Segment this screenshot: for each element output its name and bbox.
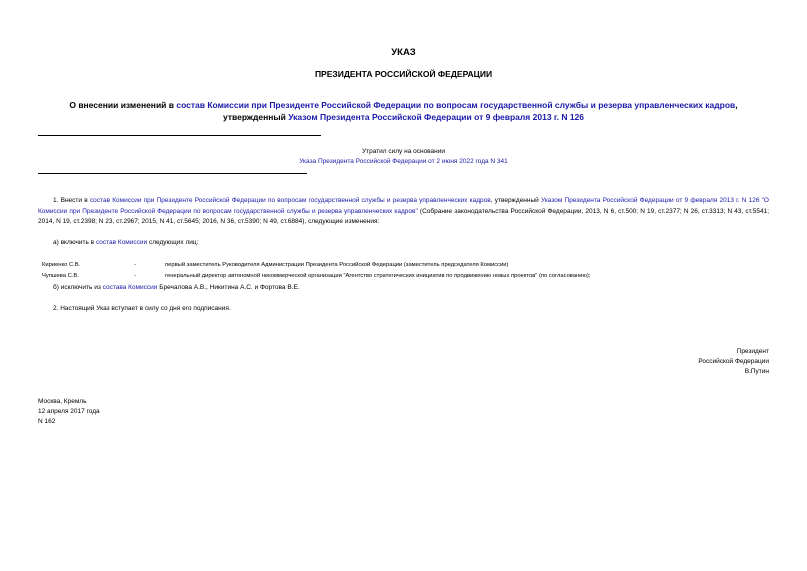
member-role: генеральный директор автономной некоммерческой организации "Агентство стратегических инициатив по продвижению новых проектов" (по согласованию); <box>165 273 591 279</box>
para1-commission-link[interactable]: состав Комиссии при Президенте Российской Федерации по вопросам государственной службы и резерва управленческих кадров <box>89 197 491 204</box>
place-date-block <box>38 397 100 427</box>
member-dash: - <box>134 262 136 268</box>
repeal-note: Утратил силу на основании <box>361 148 446 155</box>
date: 12 апреля 2017 года <box>38 408 100 415</box>
member-role: первый заместитель Руководителя Администрации Президента Российской Федерации (заместитель председателя Комиссии) <box>165 262 509 268</box>
decree-number: N 162 <box>38 418 56 425</box>
paragraph-1: 1. Внести в состав Комиссии при Президенте Российской Федерации по вопросам государственной службы и резерва управленческих кадров, утвержденный Указом Президента Российской Федерации от 9 февраля 2013 г. N 126 "О Комиссии при Президенте Российской Федерации по вопросам государственной службы и резерва управленческих кадров" (Собрание законодательства Российской Федерации, 2013, N 6, ст.500; N 19, ст.2377; N 26, ст.3313; N 43, ст.5541; 2014, N 19, ст.2398; N 23, ст.2967; 2015, N 41, ст.5645; 2016, N 36, ст.5390; N 49, ст.6884), следующие изменения: <box>38 197 769 226</box>
separator-top <box>38 135 321 136</box>
member-name: Кириенко С.В. <box>42 262 81 268</box>
place: Москва, Кремль <box>38 398 87 405</box>
member-dash: - <box>134 273 136 279</box>
item-a: а) включить в состав Комиссии следующих лиц: <box>53 239 199 246</box>
signature-country: Российской Федерации <box>698 358 769 365</box>
signature-name: В.Путин <box>744 368 769 375</box>
member-name: Чупшева С.В. <box>42 273 79 279</box>
decree-heading: УКАЗ <box>391 47 416 58</box>
item-b-commission-link[interactable]: состава Комиссии <box>102 284 158 291</box>
document-title: О внесении изменений в состав Комиссии при Президенте Российской Федерации по вопросам государственной службы и резерва управленческих кадров, утвержденный Указом Президента Российской Федерации от 9 февраля 2013 г. N 126 <box>69 100 738 122</box>
repeal-decree-link[interactable]: Указа Президента Российской Федерации от 2 июня 2022 года N 341 <box>299 158 508 165</box>
paragraph-2: 2. Настоящий Указ вступает в силу со дня его подписания. <box>53 305 231 312</box>
title-commission-link[interactable]: состав Комиссии при Президенте Российской Федерации по вопросам государственной службы и резерва управленческих кадров <box>176 100 736 110</box>
signature-block <box>698 347 769 377</box>
decree-issuer: ПРЕЗИДЕНТА РОССИЙСКОЙ ФЕДЕРАЦИИ <box>314 69 493 79</box>
item-a-commission-link[interactable]: состав Комиссии <box>95 239 148 246</box>
title-decree-link[interactable]: Указом Президента Российской Федерации от 9 февраля 2013 г. N 126 <box>288 112 584 122</box>
separator-bottom <box>38 173 307 174</box>
signature-title: Президент <box>736 348 769 355</box>
para1-decree-link[interactable]: Указом Президента Российской Федерации от 9 февраля 2013 г. N 126 "О Комиссии при Президенте Российской Федерации по вопросам государственной службы и резерва управленческих кадров" <box>38 197 769 215</box>
item-b: б) исключить из состава Комиссии Бречалова А.В., Никитина А.С. и Фортова В.Е. <box>53 284 300 291</box>
